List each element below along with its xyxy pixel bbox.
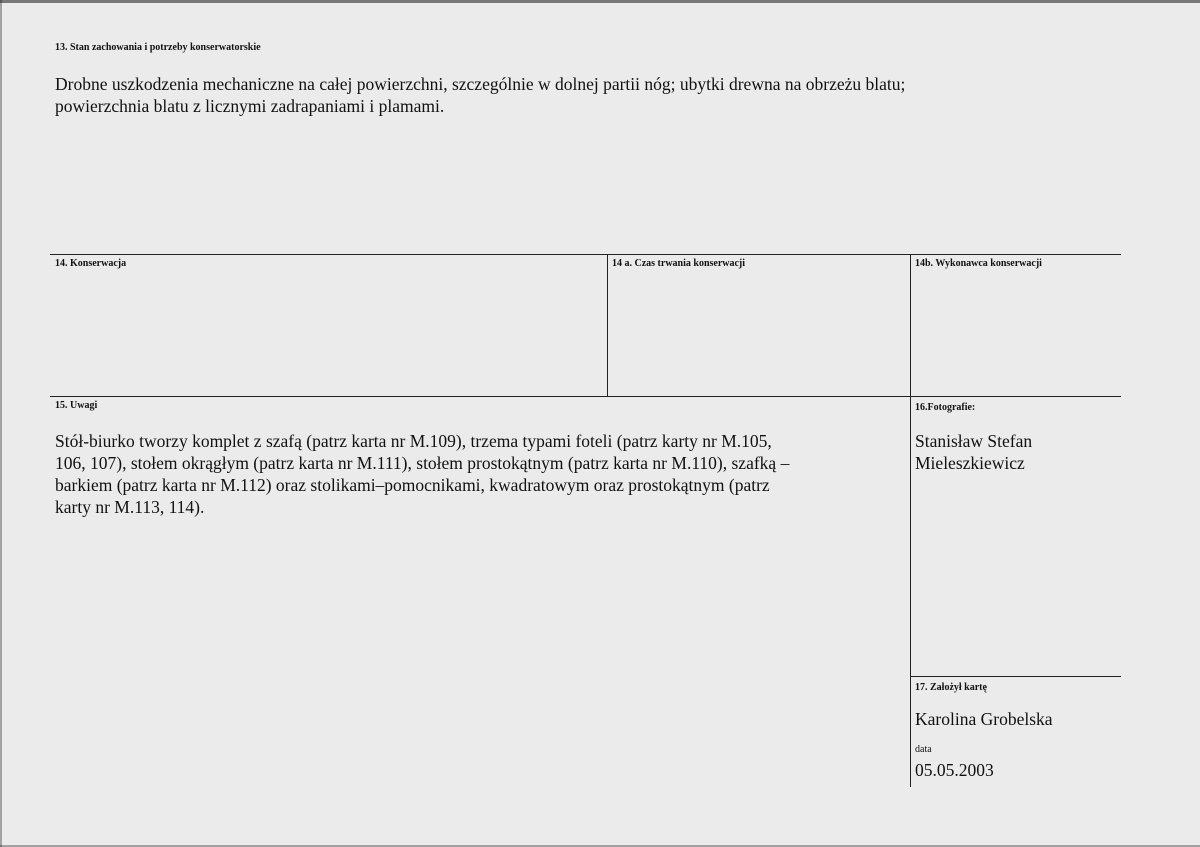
scan-edge-top: [0, 0, 1200, 3]
section-13-text-line-1: Drobne uszkodzenia mechaniczne na całej powierzchni, szczególnie w dolnej partii nóg; ubytki drewna na obrzeżu blatu;: [55, 74, 906, 94]
scan-edge-left: [0, 0, 2, 847]
section-13-label: 13. Stan zachowania i potrzeby konserwatorskie: [55, 42, 261, 53]
section-16-label: 16.Fotografie:: [915, 402, 976, 413]
section-14b-label: 14b. Wykonawca konserwacji: [915, 258, 1042, 269]
date-label: data: [915, 744, 932, 755]
divider-row-14-top: [50, 254, 1121, 255]
divider-row-15-top: [50, 396, 1121, 397]
section-13-text-line-2: powierzchnia blatu z licznymi zadrapaniami i plamami.: [55, 96, 445, 116]
photographer-name-line-2: Mieleszkiewicz: [915, 453, 1025, 473]
divider-col-right: [910, 254, 911, 787]
section-15-text-line-4: karty nr M.113, 114).: [55, 497, 205, 517]
card-date: 05.05.2003: [915, 760, 994, 780]
divider-col-14-14a: [607, 254, 608, 396]
section-14-label: 14. Konserwacja: [55, 258, 127, 269]
card-author-name: Karolina Grobelska: [915, 709, 1053, 729]
section-17-label: 17. Założył kartę: [915, 682, 987, 693]
divider-row-17-top: [910, 676, 1121, 677]
section-15-text-line-2: 106, 107), stołem okrągłym (patrz karta nr M.111), stołem prostokątnym (patrz karta nr M.110), szafką –: [55, 453, 790, 473]
section-15-text-line-1: Stół-biurko tworzy komplet z szafą (patrz karta nr M.109), trzema typami foteli (patrz karty nr M.105,: [55, 431, 772, 451]
section-15-text-line-3: barkiem (patrz karta nr M.112) oraz stolikami–pomocnikami, kwadratowym oraz prostokątnym (patrz: [55, 475, 770, 495]
section-14a-label: 14 a. Czas trwania konserwacji: [612, 258, 746, 269]
section-15-label: 15. Uwagi: [55, 400, 98, 411]
photographer-name-line-1: Stanisław Stefan: [915, 431, 1033, 451]
